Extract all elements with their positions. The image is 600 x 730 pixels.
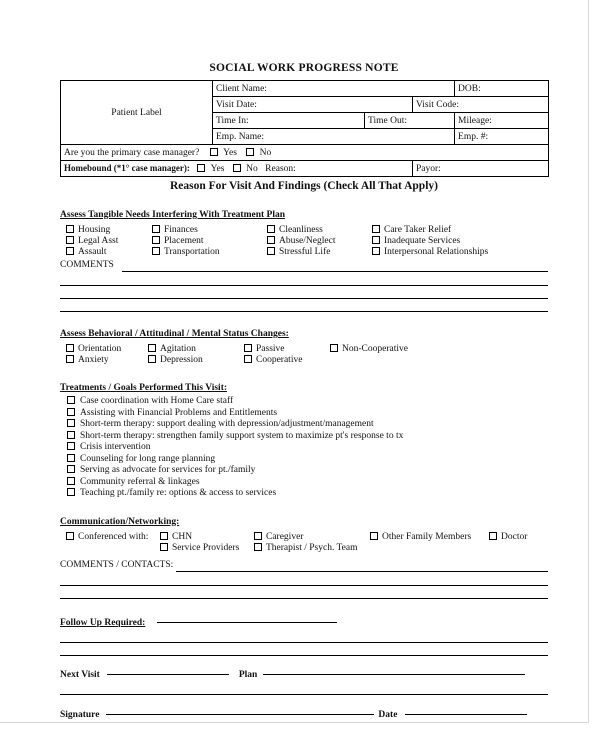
communication-section xyxy=(60,511,548,599)
dob-cell[interactable]: DOB: xyxy=(455,81,549,97)
treatments-list xyxy=(60,396,548,500)
comments-rule-1[interactable] xyxy=(60,285,548,286)
checkbox-item-non-cooperative[interactable] xyxy=(330,344,408,355)
visit-code-cell[interactable]: Visit Code: xyxy=(413,97,549,113)
tangible-needs-section xyxy=(60,204,548,312)
finances-label: Finances xyxy=(164,225,198,235)
checkbox-item-orientation[interactable] xyxy=(66,344,121,355)
anxiety-checkbox[interactable] xyxy=(66,355,74,363)
treatment-1-checkbox[interactable] xyxy=(67,408,75,416)
tangible-needs-heading: Assess Tangible Needs Interfering With Treatment Plan xyxy=(60,210,286,220)
checkbox-item-anxiety[interactable] xyxy=(66,355,109,366)
behavioral-heading: Assess Behavioral / Attitudinal / Mental Status Changes: xyxy=(60,329,289,339)
non-cooperative-checkbox[interactable] xyxy=(330,344,338,352)
signature-section xyxy=(60,704,548,722)
passive-label: Passive xyxy=(256,344,285,354)
emp-name-cell[interactable]: Emp. Name: xyxy=(213,129,455,145)
checkbox-item-conferenced-with[interactable] xyxy=(66,532,148,543)
checkbox-item-doctor[interactable] xyxy=(489,532,527,543)
page-title: SOCIAL WORK PROGRESS NOTE xyxy=(209,62,399,74)
checkbox-item-stressful-life[interactable] xyxy=(267,247,330,258)
homebound-no-checkbox[interactable] xyxy=(233,164,241,172)
checkbox-item-caregiver[interactable] xyxy=(254,532,303,543)
treatment-2-checkbox[interactable] xyxy=(67,419,75,427)
followup-rule-2[interactable] xyxy=(60,655,548,656)
housing-checkbox[interactable] xyxy=(66,225,74,233)
therapist-psych-team-checkbox[interactable] xyxy=(254,543,262,551)
time-out-cell[interactable]: Time Out: xyxy=(365,113,455,129)
followup-label: Follow Up Required: xyxy=(60,617,146,628)
placement-checkbox[interactable] xyxy=(152,236,160,244)
treatment-0-checkbox[interactable] xyxy=(67,396,75,404)
checkbox-item-care-taker-relief[interactable] xyxy=(372,225,451,236)
contacts-rule-2[interactable] xyxy=(60,598,548,599)
checkbox-item-therapist-psych-team[interactable] xyxy=(254,543,358,554)
patient-header-table xyxy=(60,80,549,177)
caregiver-label: Caregiver xyxy=(266,531,304,542)
checkbox-item-housing[interactable] xyxy=(66,225,110,236)
tangible-row-3 xyxy=(60,247,548,258)
comments-contacts-line xyxy=(60,560,548,573)
therapist-psych-team-label: Therapist / Psych. Team xyxy=(266,542,358,553)
treatment-0-label: Case coordination with Home Care staff xyxy=(80,396,234,406)
doctor-label: Doctor xyxy=(501,531,528,542)
treatments-section xyxy=(60,377,548,500)
communication-heading: Communication/Networking: xyxy=(60,516,180,527)
next-visit-write-line[interactable] xyxy=(107,674,229,675)
section-subtitle: Reason For Visit And Findings (Check All That Apply) xyxy=(170,180,438,192)
treatment-4-label: Crisis intervention xyxy=(80,442,151,452)
tangible-row-1 xyxy=(60,225,548,236)
signature-label: Signature xyxy=(60,709,100,720)
table-row xyxy=(61,161,549,177)
primary-case-manager-cell xyxy=(61,145,549,161)
homebound-yes-label: Yes xyxy=(210,164,225,174)
comments-label: COMMENTS xyxy=(60,260,114,270)
anxiety-label: Anxiety xyxy=(78,355,109,365)
inadequate-services-label: Inadequate Services xyxy=(384,236,461,246)
care-taker-relief-checkbox[interactable] xyxy=(372,225,380,233)
checkbox-item-interpersonal-relationships[interactable] xyxy=(372,247,488,258)
treatment-7-checkbox[interactable] xyxy=(67,477,75,485)
behavioral-row-2 xyxy=(60,355,548,366)
primary-case-manager-question: Are you the primary case manager? xyxy=(64,147,200,158)
date-write-line[interactable] xyxy=(405,714,527,715)
agitation-checkbox[interactable] xyxy=(148,344,156,352)
depression-checkbox[interactable] xyxy=(148,355,156,363)
orientation-label: Orientation xyxy=(78,344,122,354)
pcm-yes-checkbox[interactable] xyxy=(210,148,218,156)
treatment-8-label: Teaching pt./family re: options & access to services xyxy=(80,488,277,498)
checkbox-item-legal-asst[interactable] xyxy=(66,236,118,247)
treatment-7-label: Community referral & linkages xyxy=(80,476,200,487)
followup-write-line[interactable] xyxy=(157,622,337,623)
abuse-neglect-label: Abuse/Neglect xyxy=(279,236,336,246)
cooperative-label: Cooperative xyxy=(256,355,303,365)
form-sheet xyxy=(60,62,548,722)
care-taker-relief-label: Care Taker Relief xyxy=(384,225,452,235)
followup-section xyxy=(60,612,548,630)
behavioral-section xyxy=(60,323,548,366)
behavioral-row-1 xyxy=(60,344,548,355)
checkbox-item-cooperative[interactable] xyxy=(244,355,302,366)
homebound-reason-label[interactable]: Reason: xyxy=(265,164,296,174)
legal-asst-checkbox[interactable] xyxy=(66,236,74,244)
time-in-cell[interactable]: Time In: xyxy=(213,113,365,129)
transportation-checkbox[interactable] xyxy=(152,247,160,255)
comments-contacts-write-line[interactable] xyxy=(176,571,548,572)
treatment-5-checkbox[interactable] xyxy=(67,454,75,462)
treatment-8-checkbox[interactable] xyxy=(67,488,75,496)
tangible-comments-line xyxy=(60,260,548,273)
checkbox-item-transportation[interactable] xyxy=(152,247,220,258)
pcm-no-checkbox[interactable] xyxy=(246,148,254,156)
list-item[interactable] xyxy=(60,454,548,466)
caregiver-checkbox[interactable] xyxy=(254,532,262,540)
client-name-cell[interactable]: Client Name: xyxy=(213,81,455,97)
other-family-members-checkbox[interactable] xyxy=(370,532,378,540)
list-item[interactable] xyxy=(60,442,548,454)
treatment-6-label: Serving as advocate for services for pt./family xyxy=(80,465,256,475)
table-row xyxy=(61,81,549,97)
patient-label-cell: Patient Label xyxy=(61,81,213,145)
stressful-life-checkbox[interactable] xyxy=(267,247,275,255)
tangible-row-2 xyxy=(60,236,548,247)
checkbox-item-assault[interactable] xyxy=(66,247,107,258)
agitation-label: Agitation xyxy=(160,344,196,354)
homebound-cell xyxy=(61,161,413,177)
visit-date-cell[interactable]: Visit Date: xyxy=(213,97,413,113)
list-item[interactable] xyxy=(60,396,548,408)
payor-cell[interactable]: Payor: xyxy=(413,161,549,177)
checkbox-item-cleanliness[interactable] xyxy=(267,225,323,236)
homebound-no-label: No xyxy=(246,164,258,174)
interpersonal-relationships-label: Interpersonal Relationships xyxy=(384,247,489,257)
depression-label: Depression xyxy=(160,355,203,365)
emp-number-cell[interactable]: Emp. #: xyxy=(455,129,549,145)
signature-write-line[interactable] xyxy=(106,714,374,715)
comments-contacts-label: COMMENTS / CONTACTS: xyxy=(60,559,174,570)
next-visit-label: Next Visit xyxy=(60,669,100,680)
homebound-label: Homebound (*1° case manager): xyxy=(64,163,190,173)
abuse-neglect-checkbox[interactable] xyxy=(267,236,275,244)
contacts-rule-1[interactable] xyxy=(60,585,548,586)
checkbox-item-chn[interactable] xyxy=(160,532,192,543)
placement-label: Placement xyxy=(164,236,204,246)
checkbox-item-abuse-neglect[interactable] xyxy=(267,236,335,247)
stressful-life-label: Stressful Life xyxy=(279,247,331,257)
passive-checkbox[interactable] xyxy=(244,344,252,352)
other-family-members-label: Other Family Members xyxy=(382,531,472,542)
conferenced-with-label: Conferenced with: xyxy=(78,531,149,542)
treatment-6-checkbox[interactable] xyxy=(67,465,75,473)
finances-checkbox[interactable] xyxy=(152,225,160,233)
treatment-2-label: Short-term therapy: support dealing with depression/adjustment/management xyxy=(80,419,374,429)
plan-write-line[interactable] xyxy=(263,674,525,675)
next-visit-section xyxy=(60,664,548,682)
inadequate-services-checkbox[interactable] xyxy=(372,236,380,244)
cooperative-checkbox[interactable] xyxy=(244,355,252,363)
list-item[interactable] xyxy=(60,465,548,477)
orientation-checkbox[interactable] xyxy=(66,344,74,352)
comments-rule-3[interactable] xyxy=(60,311,548,312)
treatment-4-checkbox[interactable] xyxy=(67,442,75,450)
treatments-heading: Treatments / Goals Performed This Visit: xyxy=(60,383,228,393)
chn-checkbox[interactable] xyxy=(160,532,168,540)
pcm-no-label: No xyxy=(259,147,272,158)
interpersonal-relationships-checkbox[interactable] xyxy=(372,247,380,255)
homebound-yes-checkbox[interactable] xyxy=(197,164,205,172)
checkbox-item-other-family-members[interactable] xyxy=(370,532,471,543)
list-item[interactable] xyxy=(60,431,548,443)
next-visit-rule[interactable] xyxy=(60,694,548,695)
communication-row-1 xyxy=(60,532,548,543)
cleanliness-label: Cleanliness xyxy=(279,225,323,235)
list-item[interactable] xyxy=(60,419,548,431)
treatment-1-label: Assisting with Financial Problems and Entitlements xyxy=(80,407,278,418)
cleanliness-checkbox[interactable] xyxy=(267,225,275,233)
plan-label: Plan xyxy=(238,669,258,680)
legal-asst-label: Legal Asst xyxy=(78,236,119,246)
conferenced-with-checkbox[interactable] xyxy=(66,532,74,540)
list-item[interactable] xyxy=(60,488,548,500)
assault-label: Assault xyxy=(78,247,107,257)
service-providers-label: Service Providers xyxy=(172,542,240,553)
checkbox-item-depression[interactable] xyxy=(148,355,203,366)
service-providers-checkbox[interactable] xyxy=(160,543,168,551)
checkbox-item-service-providers[interactable] xyxy=(160,543,239,554)
list-item[interactable] xyxy=(60,477,548,489)
communication-row-2 xyxy=(60,543,548,554)
date-label: Date xyxy=(378,709,398,720)
comments-write-line[interactable] xyxy=(122,271,548,272)
checkbox-item-inadequate-services[interactable] xyxy=(372,236,460,247)
mileage-cell[interactable]: Mileage: xyxy=(455,113,549,129)
non-cooperative-label: Non-Cooperative xyxy=(342,344,408,354)
checkbox-item-agitation[interactable] xyxy=(148,344,196,355)
comments-rule-2[interactable] xyxy=(60,298,548,299)
pcm-yes-label: Yes xyxy=(223,147,237,158)
list-item[interactable] xyxy=(60,408,548,420)
transportation-label: Transportation xyxy=(164,247,220,257)
treatment-3-label: Short-term therapy: strengthen family support system to maximize pt's response to tx xyxy=(80,430,404,441)
assault-checkbox[interactable] xyxy=(66,247,74,255)
checkbox-item-placement[interactable] xyxy=(152,236,204,247)
doctor-checkbox[interactable] xyxy=(489,532,497,540)
chn-label: CHN xyxy=(172,531,193,542)
housing-label: Housing xyxy=(78,225,111,235)
followup-rule-1[interactable] xyxy=(60,642,548,643)
checkbox-item-passive[interactable] xyxy=(244,344,285,355)
treatment-5-label: Counseling for long range planning xyxy=(80,453,216,464)
checkbox-item-finances[interactable] xyxy=(152,225,198,236)
treatment-3-checkbox[interactable] xyxy=(67,431,75,439)
table-row xyxy=(61,145,549,161)
